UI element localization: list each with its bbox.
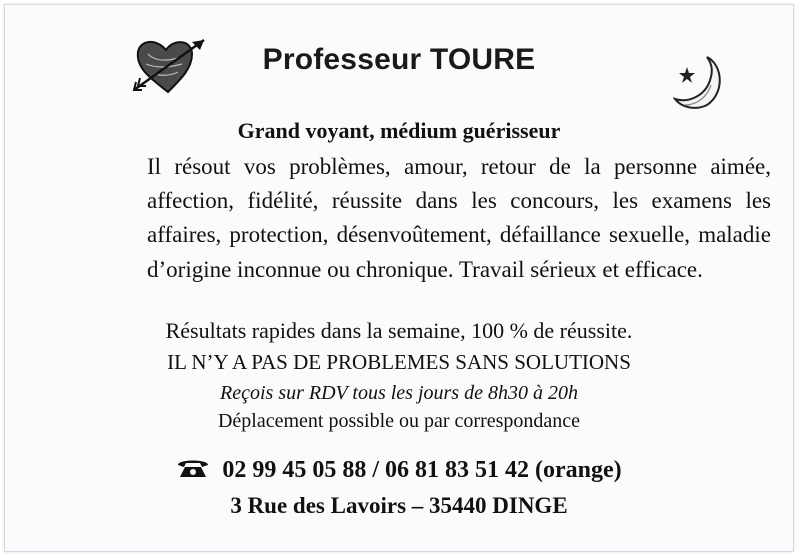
subtitle: Grand voyant, médium guérisseur	[237, 118, 561, 143]
page-title: Professeur TOURE	[262, 43, 536, 76]
phone-line	[5, 457, 793, 484]
address-line: 3 Rue des Lavoirs – 35440 DINGE	[230, 493, 568, 518]
telephone-icon	[176, 457, 210, 479]
results-line: Résultats rapides dans la semaine, 100 % de réussite.	[165, 318, 633, 343]
description-paragraph: Il résout vos problèmes, amour, retour de la personne aimée, affection, fidélité, réussite dans les concours, les examens les affaires, protection, désenvoûtement, défaillance sexuelle, maladie d’origine inconnue ou chronique. Travail sérieux et efficace.	[147, 154, 771, 282]
phone-numbers: 02 99 45 05 88 / 06 81 83 51 42 (orange)	[222, 457, 622, 483]
slogan-line: IL N’Y A PAS DE PROBLEMES SANS SOLUTIONS	[167, 350, 631, 374]
business-card	[4, 4, 794, 552]
hours-line: Reçois sur RDV tous les jours de 8h30 à 20h	[220, 382, 578, 404]
travel-line: Déplacement possible ou par correspondance	[217, 410, 581, 432]
crescent-moon-star-icon	[673, 53, 725, 111]
